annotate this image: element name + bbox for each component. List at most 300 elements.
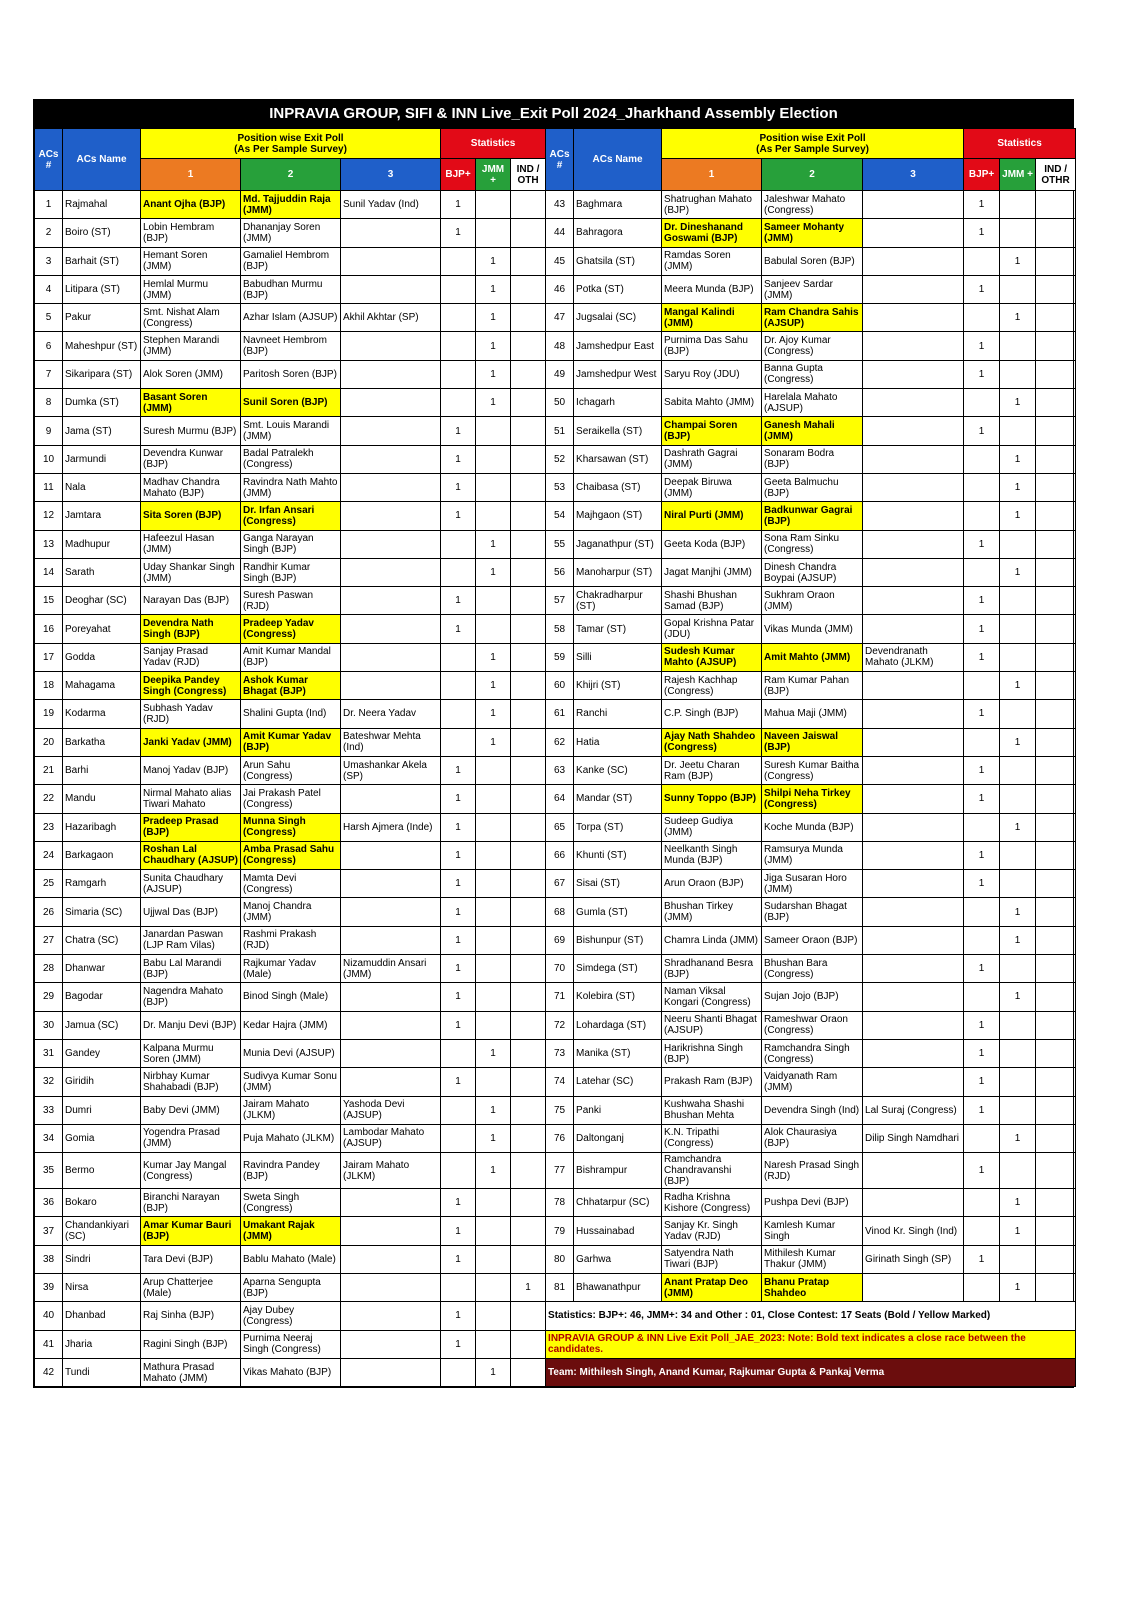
right-jmm-cell: 1 (1000, 1189, 1036, 1217)
right-name-cell: Baghmara (574, 191, 662, 219)
left-bjp-cell (441, 389, 476, 417)
left-jmm-cell (476, 1245, 511, 1273)
left-p1-cell: Narayan Das (BJP) (141, 587, 241, 615)
right-oth-cell (1036, 615, 1076, 643)
right-p3-cell (863, 219, 964, 247)
right-jmm-cell: 1 (1000, 502, 1036, 530)
left-bjp-cell (441, 304, 476, 332)
right-p2-cell: Suresh Kumar Baitha (Congress) (762, 756, 863, 784)
left-p2-cell: Jai Prakash Patel (Congress) (241, 785, 341, 813)
left-no-cell: 12 (35, 502, 63, 530)
right-p3-cell (863, 530, 964, 558)
right-p3-cell (863, 898, 964, 926)
left-p2-cell: Gamaliel Hembrom (BJP) (241, 247, 341, 275)
left-name-cell: Dumri (63, 1096, 141, 1124)
right-bjp-cell (964, 813, 1000, 841)
left-name-cell: Maheshpur (ST) (63, 332, 141, 360)
right-p3-cell (863, 1068, 964, 1096)
right-p2-cell: Jiga Susaran Horo (JMM) (762, 870, 863, 898)
left-name-cell: Nala (63, 473, 141, 501)
right-name-cell: Tamar (ST) (574, 615, 662, 643)
left-jmm-cell: 1 (476, 672, 511, 700)
left-no-cell: 31 (35, 1039, 63, 1067)
left-jmm-cell (476, 502, 511, 530)
right-no-cell: 74 (546, 1068, 574, 1096)
left-oth-cell (511, 1330, 546, 1358)
right-p2-cell: Kamlesh Kumar Singh (762, 1217, 863, 1245)
right-p2-cell: Dinesh Chandra Boypai (AJSUP) (762, 558, 863, 586)
table-row (35, 700, 1076, 728)
left-name-cell: Barkagaon (63, 841, 141, 869)
left-bjp-cell: 1 (441, 1302, 476, 1330)
left-name-cell: Boiro (ST) (63, 219, 141, 247)
right-no-cell: 49 (546, 360, 574, 388)
right-p2-cell: Alok Chaurasiya (BJP) (762, 1124, 863, 1152)
header-acs-no-right: ACs # (546, 129, 574, 191)
left-p3-cell (341, 219, 441, 247)
right-bjp-cell: 1 (964, 1153, 1000, 1189)
left-bjp-cell: 1 (441, 1068, 476, 1096)
left-jmm-cell (476, 1217, 511, 1245)
table-row (35, 191, 1076, 219)
left-oth-cell (511, 587, 546, 615)
left-p2-cell: Pradeep Yadav (Congress) (241, 615, 341, 643)
header-pos-3-right: 3 (863, 159, 964, 191)
left-p2-cell: Ganga Narayan Singh (BJP) (241, 530, 341, 558)
right-jmm-cell: 1 (1000, 445, 1036, 473)
left-no-cell: 15 (35, 587, 63, 615)
right-jmm-cell (1000, 1096, 1036, 1124)
left-oth-cell (511, 1245, 546, 1273)
right-bjp-cell: 1 (964, 756, 1000, 784)
left-oth-cell (511, 417, 546, 445)
left-p1-cell: Uday Shankar Singh (JMM) (141, 558, 241, 586)
left-p3-cell (341, 1245, 441, 1273)
right-jmm-cell (1000, 1011, 1036, 1039)
right-p2-cell: Vikas Munda (JMM) (762, 615, 863, 643)
left-bjp-cell (441, 332, 476, 360)
right-jmm-cell (1000, 332, 1036, 360)
table-row (35, 1189, 1076, 1217)
left-no-cell: 16 (35, 615, 63, 643)
left-p3-cell (341, 983, 441, 1011)
left-name-cell: Poreyahat (63, 615, 141, 643)
right-p1-cell: Arun Oraon (BJP) (662, 870, 762, 898)
right-no-cell: 64 (546, 785, 574, 813)
left-name-cell: Jarmundi (63, 445, 141, 473)
table-row (35, 1068, 1076, 1096)
right-name-cell: Lohardaga (ST) (574, 1011, 662, 1039)
left-name-cell: Tundi (63, 1358, 141, 1386)
right-oth-cell (1036, 785, 1076, 813)
left-bjp-cell: 1 (441, 785, 476, 813)
left-p1-cell: Devendra Kunwar (BJP) (141, 445, 241, 473)
right-jmm-cell (1000, 841, 1036, 869)
left-no-cell: 11 (35, 473, 63, 501)
left-oth-cell (511, 1039, 546, 1067)
right-p1-cell: Shradhanand Besra (BJP) (662, 955, 762, 983)
right-oth-cell (1036, 445, 1076, 473)
right-name-cell: Hussainabad (574, 1217, 662, 1245)
left-p1-cell: Madhav Chandra Mahato (BJP) (141, 473, 241, 501)
left-no-cell: 1 (35, 191, 63, 219)
left-no-cell: 30 (35, 1011, 63, 1039)
left-p3-cell (341, 587, 441, 615)
right-bjp-cell (964, 558, 1000, 586)
left-jmm-cell: 1 (476, 389, 511, 417)
left-p3-cell (341, 360, 441, 388)
right-jmm-cell: 1 (1000, 473, 1036, 501)
left-p1-cell: Amar Kumar Bauri (BJP) (141, 1217, 241, 1245)
right-no-cell: 63 (546, 756, 574, 784)
left-name-cell: Giridih (63, 1068, 141, 1096)
left-no-cell: 23 (35, 813, 63, 841)
right-p3-cell (863, 785, 964, 813)
left-bjp-cell (441, 672, 476, 700)
right-p1-cell: Sanjay Kr. Singh Yadav (RJD) (662, 1217, 762, 1245)
right-name-cell: Khunti (ST) (574, 841, 662, 869)
left-p1-cell: Sita Soren (BJP) (141, 502, 241, 530)
left-p1-cell: Stephen Marandi (JMM) (141, 332, 241, 360)
right-name-cell: Jugsalai (SC) (574, 304, 662, 332)
left-no-cell: 4 (35, 275, 63, 303)
header-bjp: BJP+ (441, 159, 476, 191)
table-row (35, 983, 1076, 1011)
right-p3-cell (863, 247, 964, 275)
right-jmm-cell (1000, 191, 1036, 219)
left-jmm-cell (476, 898, 511, 926)
left-p2-cell: Sudivya Kumar Sonu (JMM) (241, 1068, 341, 1096)
right-p2-cell: Banna Gupta (Congress) (762, 360, 863, 388)
right-p1-cell: Gopal Krishna Patar (JDU) (662, 615, 762, 643)
exit-poll-table (34, 128, 1076, 1387)
right-name-cell: Garhwa (574, 1245, 662, 1273)
table-row (35, 558, 1076, 586)
right-p1-cell: Sudesh Kumar Mahto (AJSUP) (662, 643, 762, 671)
right-oth-cell (1036, 360, 1076, 388)
left-jmm-cell (476, 1011, 511, 1039)
right-p3-cell (863, 926, 964, 954)
right-jmm-cell (1000, 955, 1036, 983)
left-oth-cell: 1 (511, 1273, 546, 1301)
right-p3-cell (863, 1011, 964, 1039)
right-p2-cell: Shilpi Neha Tirkey (Congress) (762, 785, 863, 813)
left-no-cell: 14 (35, 558, 63, 586)
left-no-cell: 7 (35, 360, 63, 388)
left-p3-cell (341, 1330, 441, 1358)
table-row (35, 275, 1076, 303)
right-bjp-cell: 1 (964, 841, 1000, 869)
right-jmm-cell (1000, 219, 1036, 247)
right-bjp-cell (964, 389, 1000, 417)
right-no-cell: 59 (546, 643, 574, 671)
left-bjp-cell (441, 360, 476, 388)
right-no-cell: 50 (546, 389, 574, 417)
left-p2-cell: Arun Sahu (Congress) (241, 756, 341, 784)
left-p1-cell: Biranchi Narayan (BJP) (141, 1189, 241, 1217)
right-no-cell: 52 (546, 445, 574, 473)
right-name-cell: Simdega (ST) (574, 955, 662, 983)
right-p1-cell: Sabita Mahto (JMM) (662, 389, 762, 417)
right-oth-cell (1036, 983, 1076, 1011)
left-name-cell: Deoghar (SC) (63, 587, 141, 615)
right-oth-cell (1036, 700, 1076, 728)
left-name-cell: Mahagama (63, 672, 141, 700)
left-no-cell: 13 (35, 530, 63, 558)
left-p1-cell: Mathura Prasad Mahato (JMM) (141, 1358, 241, 1386)
left-p1-cell: Manoj Yadav (BJP) (141, 756, 241, 784)
left-p3-cell (341, 1011, 441, 1039)
left-name-cell: Kodarma (63, 700, 141, 728)
right-name-cell: Kanke (SC) (574, 756, 662, 784)
left-no-cell: 19 (35, 700, 63, 728)
right-p1-cell: Saryu Roy (JDU) (662, 360, 762, 388)
left-jmm-cell: 1 (476, 530, 511, 558)
right-bjp-cell: 1 (964, 700, 1000, 728)
left-no-cell: 8 (35, 389, 63, 417)
right-jmm-cell (1000, 700, 1036, 728)
right-p1-cell: Meera Munda (BJP) (662, 275, 762, 303)
left-bjp-cell: 1 (441, 756, 476, 784)
left-p1-cell: Anant Ojha (BJP) (141, 191, 241, 219)
left-p2-cell: Purnima Neeraj Singh (Congress) (241, 1330, 341, 1358)
right-oth-cell (1036, 247, 1076, 275)
left-p2-cell: Paritosh Soren (BJP) (241, 360, 341, 388)
left-name-cell: Ramgarh (63, 870, 141, 898)
right-oth-cell (1036, 530, 1076, 558)
left-bjp-cell: 1 (441, 870, 476, 898)
left-p2-cell: Binod Singh (Male) (241, 983, 341, 1011)
left-name-cell: Simaria (SC) (63, 898, 141, 926)
left-oth-cell (511, 813, 546, 841)
left-oth-cell (511, 785, 546, 813)
right-p3-cell (863, 558, 964, 586)
left-oth-cell (511, 672, 546, 700)
right-bjp-cell (964, 1124, 1000, 1152)
right-no-cell: 62 (546, 728, 574, 756)
left-no-cell: 6 (35, 332, 63, 360)
right-jmm-cell (1000, 1153, 1036, 1189)
right-p1-cell: Anant Pratap Deo (JMM) (662, 1273, 762, 1301)
right-p3-cell (863, 473, 964, 501)
header-position-right: Position wise Exit Poll (As Per Sample Survey) (662, 129, 964, 159)
right-bjp-cell (964, 445, 1000, 473)
right-jmm-cell (1000, 785, 1036, 813)
right-no-cell: 51 (546, 417, 574, 445)
right-p3-cell: Lal Suraj (Congress) (863, 1096, 964, 1124)
table-row (35, 530, 1076, 558)
left-p3-cell: Akhil Akhtar (SP) (341, 304, 441, 332)
right-oth-cell (1036, 389, 1076, 417)
left-no-cell: 22 (35, 785, 63, 813)
left-name-cell: Bagodar (63, 983, 141, 1011)
left-p2-cell: Jairam Mahato (JLKM) (241, 1096, 341, 1124)
right-jmm-cell (1000, 615, 1036, 643)
right-p1-cell: Ajay Nath Shahdeo (Congress) (662, 728, 762, 756)
left-no-cell: 42 (35, 1358, 63, 1386)
left-oth-cell (511, 643, 546, 671)
left-no-cell: 34 (35, 1124, 63, 1152)
right-p3-cell (863, 389, 964, 417)
right-oth-cell (1036, 1124, 1076, 1152)
left-no-cell: 18 (35, 672, 63, 700)
right-p3-cell (863, 502, 964, 530)
left-name-cell: Bermo (63, 1153, 141, 1189)
right-p1-cell: Chamra Linda (JMM) (662, 926, 762, 954)
left-p3-cell (341, 785, 441, 813)
right-name-cell: Kharsawan (ST) (574, 445, 662, 473)
left-oth-cell (511, 219, 546, 247)
header-statistics-right: Statistics (964, 129, 1076, 159)
left-name-cell: Sarath (63, 558, 141, 586)
right-jmm-cell (1000, 1039, 1036, 1067)
right-bjp-cell: 1 (964, 1068, 1000, 1096)
table-row (35, 955, 1076, 983)
left-name-cell: Gomia (63, 1124, 141, 1152)
right-jmm-cell: 1 (1000, 983, 1036, 1011)
left-bjp-cell: 1 (441, 1217, 476, 1245)
right-p2-cell: Sukhram Oraon (JMM) (762, 587, 863, 615)
right-no-cell: 65 (546, 813, 574, 841)
left-jmm-cell (476, 1273, 511, 1301)
right-bjp-cell (964, 473, 1000, 501)
right-p2-cell: Koche Munda (BJP) (762, 813, 863, 841)
right-p3-cell: Dilip Singh Namdhari (863, 1124, 964, 1152)
left-p3-cell: Nizamuddin Ansari (JMM) (341, 955, 441, 983)
left-p2-cell: Ravindra Nath Mahto (JMM) (241, 473, 341, 501)
right-p2-cell: Sonaram Bodra (BJP) (762, 445, 863, 473)
table-row (35, 473, 1076, 501)
left-oth-cell (511, 870, 546, 898)
left-p3-cell (341, 841, 441, 869)
table-row (35, 1358, 1076, 1386)
right-p2-cell: Vaidyanath Ram (JMM) (762, 1068, 863, 1096)
right-bjp-cell: 1 (964, 275, 1000, 303)
left-p3-cell: Dr. Neera Yadav (341, 700, 441, 728)
left-jmm-cell (476, 417, 511, 445)
left-bjp-cell: 1 (441, 983, 476, 1011)
right-bjp-cell: 1 (964, 219, 1000, 247)
right-p3-cell (863, 955, 964, 983)
header-ind-oth-right: IND / OTHR (1036, 159, 1076, 191)
left-oth-cell (511, 332, 546, 360)
table-row (35, 360, 1076, 388)
header-jmm: JMM + (476, 159, 511, 191)
right-oth-cell (1036, 1273, 1076, 1301)
left-p2-cell: Md. Tajjuddin Raja (JMM) (241, 191, 341, 219)
left-p3-cell (341, 1189, 441, 1217)
left-p2-cell: Bablu Mahato (Male) (241, 1245, 341, 1273)
header-pos-2: 2 (241, 159, 341, 191)
right-no-cell: 77 (546, 1153, 574, 1189)
right-oth-cell (1036, 219, 1076, 247)
right-oth-cell (1036, 870, 1076, 898)
left-oth-cell (511, 502, 546, 530)
left-jmm-cell (476, 1330, 511, 1358)
right-p1-cell: Deepak Biruwa (JMM) (662, 473, 762, 501)
left-p2-cell: Navneet Hembrom (BJP) (241, 332, 341, 360)
right-bjp-cell: 1 (964, 530, 1000, 558)
right-oth-cell (1036, 502, 1076, 530)
table-row (35, 304, 1076, 332)
left-bjp-cell: 1 (441, 473, 476, 501)
right-p1-cell: Satyendra Nath Tiwari (BJP) (662, 1245, 762, 1273)
left-p3-cell (341, 1039, 441, 1067)
footer-team: Team: Mithilesh Singh, Anand Kumar, Rajkumar Gupta & Pankaj Verma (546, 1358, 1076, 1386)
right-p3-cell (863, 304, 964, 332)
left-p2-cell: Rashmi Prakash (RJD) (241, 926, 341, 954)
right-p1-cell: Neeru Shanti Bhagat (AJSUP) (662, 1011, 762, 1039)
left-oth-cell (511, 473, 546, 501)
right-p2-cell: Badkunwar Gagrai (BJP) (762, 502, 863, 530)
left-bjp-cell (441, 558, 476, 586)
left-oth-cell (511, 1358, 546, 1386)
right-name-cell: Jamshedpur East (574, 332, 662, 360)
left-oth-cell (511, 1068, 546, 1096)
left-no-cell: 28 (35, 955, 63, 983)
right-p2-cell: Bhanu Pratap Shahdeo (762, 1273, 863, 1301)
right-name-cell: Bishunpur (ST) (574, 926, 662, 954)
table-row (35, 1039, 1076, 1067)
left-p2-cell: Munna Singh (Congress) (241, 813, 341, 841)
left-no-cell: 2 (35, 219, 63, 247)
left-oth-cell (511, 1011, 546, 1039)
right-oth-cell (1036, 643, 1076, 671)
right-p3-cell (863, 1153, 964, 1189)
left-oth-cell (511, 955, 546, 983)
left-oth-cell (511, 841, 546, 869)
left-p1-cell: Hemlal Murmu (JMM) (141, 275, 241, 303)
left-no-cell: 37 (35, 1217, 63, 1245)
left-p1-cell: Deepika Pandey Singh (Congress) (141, 672, 241, 700)
right-p2-cell: Naveen Jaiswal (BJP) (762, 728, 863, 756)
left-oth-cell (511, 558, 546, 586)
right-no-cell: 53 (546, 473, 574, 501)
left-jmm-cell (476, 445, 511, 473)
left-bjp-cell: 1 (441, 1011, 476, 1039)
footer-note: INPRAVIA GROUP & INN Live Exit Poll_JAE_2023: Note: Bold text indicates a close race between the candidates. (546, 1330, 1076, 1358)
left-p3-cell: Yashoda Devi (AJSUP) (341, 1096, 441, 1124)
right-no-cell: 71 (546, 983, 574, 1011)
header-acs-name-right: ACs Name (574, 129, 662, 191)
left-oth-cell (511, 304, 546, 332)
right-p2-cell: Sameer Oraon (BJP) (762, 926, 863, 954)
right-no-cell: 68 (546, 898, 574, 926)
right-jmm-cell: 1 (1000, 898, 1036, 926)
right-p3-cell (863, 841, 964, 869)
left-bjp-cell (441, 1153, 476, 1189)
table-row (35, 926, 1076, 954)
header-position: Position wise Exit Poll (As Per Sample Survey) (141, 129, 441, 159)
left-no-cell: 33 (35, 1096, 63, 1124)
left-p1-cell: Suresh Murmu (BJP) (141, 417, 241, 445)
left-p1-cell: Alok Soren (JMM) (141, 360, 241, 388)
left-jmm-cell (476, 587, 511, 615)
left-p3-cell (341, 445, 441, 473)
left-jmm-cell: 1 (476, 728, 511, 756)
right-p2-cell: Babulal Soren (BJP) (762, 247, 863, 275)
left-jmm-cell: 1 (476, 1358, 511, 1386)
right-p3-cell (863, 756, 964, 784)
left-p3-cell (341, 870, 441, 898)
left-bjp-cell (441, 530, 476, 558)
left-name-cell: Chatra (SC) (63, 926, 141, 954)
left-bjp-cell: 1 (441, 898, 476, 926)
right-jmm-cell: 1 (1000, 304, 1036, 332)
left-p2-cell: Vikas Mahato (BJP) (241, 1358, 341, 1386)
right-p3-cell (863, 332, 964, 360)
table-row (35, 870, 1076, 898)
